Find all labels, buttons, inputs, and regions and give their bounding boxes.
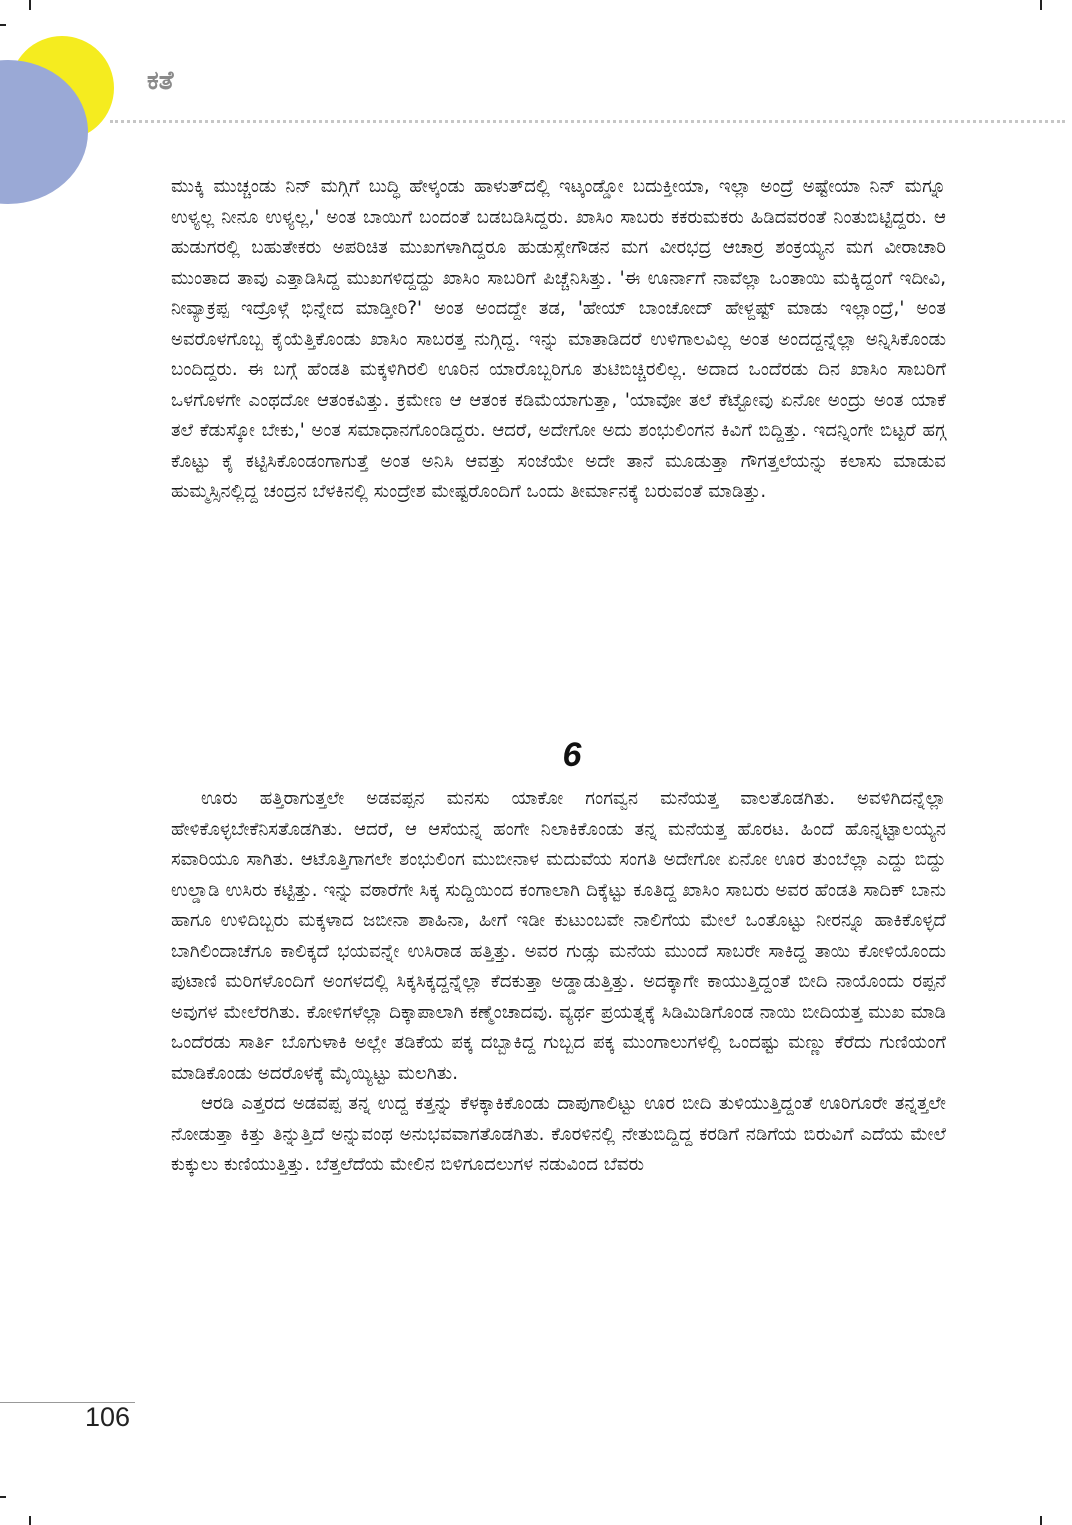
paragraph: ಮುಕ್ಕಿ ಮುಚ್ಚಂಡು ನಿನ್ ಮಗ್ಗಿಗೆ ಬುದ್ಧಿ ಹೇಳ್ಕಂಡು ಹಾಳುತ್‌ದಲ್ಲಿ ಇಟ್ಕಂಡ್ಡೋ ಬದುಕ್ತೀಯಾ, ಇಲ್ಲಾ ಅಂದ್ರೆ ಅಷ್ಟೇಯಾ ನಿನ್ ಮಗ್ನೂ ಉಳ್ಯಲ್ಲ ನೀನೂ ಉಳ್ಯಲ್ಲ,' ಅಂತ ಬಾಯಿಗೆ ಬಂದಂತೆ ಬಡಬಡಿಸಿದ್ದರು. ಖಾಸಿಂ ಸಾಬರು ಕಕರುಮಕರು ಹಿಡಿದವರಂತೆ ನಿಂತುಬಿಟ್ಟಿದ್ದರು. ಆ ಹುಡುಗರಲ್ಲಿ ಬಹುತೇಕರು ಅಪರಿಚಿತ ಮುಖಗಳಾಗಿದ್ದರೂ ಹುಡುಸ್ಲೇಗೌಡನ ಮಗ ವೀರಭದ್ರ ಆಚಾರ್ರ ಶಂಕ್ರಯ್ಯನ ಮಗ ವೀರಾಚಾರಿ ಮುಂತಾದ ತಾವು ಎತ್ತಾಡಿಸಿದ್ದ ಮುಖಗಳಿದ್ದದ್ದು ಖಾಸಿಂ ಸಾಬರಿಗೆ ಪಿಚ್ಚೆನಿಸಿತ್ತು. 'ಈ ಊರ್ನಾಗೆ ನಾವೆಲ್ಲಾ ಒಂತಾಯಿ ಮಕ್ಕಿದ್ದಂಗೆ ಇದೀವಿ, ನೀವ್ಯಾಕ್ರಪ್ಪ ಇದ್ರೊಳ್ಗೆ ಭಿನ್ನೇದ ಮಾಡ್ತೀರಿ?' ಅಂತ ಅಂದದ್ದೇ ತಡ, 'ಹೇಯ್ ಬಾಂಚೋದ್ ಹೇಳ್ದಷ್ಟ್ ಮಾಡು ಇಲ್ಲಾಂದ್ರೆ,' ಅಂತ ಅವರೊಳಗೊಬ್ಬ ಕೈಯೆತ್ತಿಕೊಂಡು ಖಾಸಿಂ ಸಾಬರತ್ತ ನುಗ್ಗಿದ್ದ. ಇನ್ನು ಮಾತಾಡಿದರೆ ಉಳಿಗಾಲವಿಲ್ಲ ಅಂತ ಅಂದದ್ದನ್ನೆಲ್ಲಾ ಅನ್ನಿಸಿಕೊಂಡು ಬಂದಿದ್ದರು. ಈ ಬಗ್ಗೆ ಹೆಂಡತಿ ಮಕ್ಕಳಿಗಿರಲಿ ಊರಿನ ಯಾರೊಬ್ಬರಿಗೂ ತುಟಿಬಿಚ್ಚಿರಲಿಲ್ಲ. ಅದಾದ ಒಂದೆರಡು ದಿನ ಖಾಸಿಂ ಸಾಬರಿಗೆ ಒಳಗೊಳಗೇ ಎಂಥದೋ ಆತಂಕವಿತ್ತು. ಕ್ರಮೇಣ ಆ ಆತಂಕ ಕಡಿಮೆಯಾಗುತ್ತಾ, 'ಯಾವೋ ತಲೆ ಕೆಟ್ಟೋವು ಏನೋ ಅಂದ್ರು ಅಂತ ಯಾಕೆ ತಲೆ ಕೆಡುಸ್ಕೋ ಬೇಕು,' ಅಂತ ಸಮಾಧಾನಗೊಂಡಿದ್ದರು. ಆದರೆ, ಅದೇಗೋ ಅದು ಶಂಭುಲಿಂಗನ ಕಿವಿಗೆ ಬಿದ್ದಿತ್ತು. ಇದನ್ನಿಂಗೇ ಬಿಟ್ಟರೆ ಹಗ್ಗ ಕೊಟ್ಟು ಕೈ ಕಟ್ಟಿಸಿಕೊಂಡಂಗಾಗುತ್ತೆ ಅಂತ ಅನಿಸಿ ಆವತ್ತು ಸಂಜೆಯೇ ಅದೇ ತಾನೆ ಮೂಡುತ್ತಾ ಗೌಗತ್ತಲೆಯನ್ನು ಕಲಾಸು ಮಾಡುವ ಹುಮ್ಮಸ್ಸಿನಲ್ಲಿದ್ದ ಚಂದ್ರನ ಬೆಳಕಿನಲ್ಲಿ ಸುಂದ್ರೇಶ ಮೇಷ್ಟರೊಂದಿಗೆ ಒಂದು ತೀರ್ಮಾನಕ್ಕೆ ಬರುವಂತೆ ಮಾಡಿತ್ತು. — [171, 176, 946, 502]
text-block-chapter — [171, 784, 946, 1181]
text-block-continued — [171, 172, 946, 508]
section-label: ಕತೆ — [147, 66, 174, 96]
decorative-circles — [0, 0, 180, 230]
crop-mark-top-right — [1040, 0, 1042, 10]
crop-mark-left-lower — [0, 1496, 6, 1498]
paragraph: ಆರಡಿ ಎತ್ತರದ ಅಡವಪ್ಪ ತನ್ನ ಉದ್ದ ಕತ್ತನ್ನು ಕೆಳಕ್ಕಾಕಿಕೊಂಡು ದಾಪುಗಾಲಿಟ್ಟು ಊರ ಬೀದಿ ತುಳಿಯುತ್ತಿದ್ದಂತೆ ಊರಿಗೂರೇ ತನ್ನತ್ತಲೇ ನೋಡುತ್ತಾ ಕಿತ್ತು ತಿನ್ನುತ್ತಿದೆ ಅನ್ನುವಂಥ ಅನುಭವವಾಗತೊಡಗಿತು. ಕೊರಳಿನಲ್ಲಿ ನೇತುಬಿದ್ದಿದ್ದ ಕರಡಿಗೆ ನಡಿಗೆಯ ಬಿರುವಿಗೆ ಎದೆಯ ಮೇಲೆ ಕುಕ್ಕುಲು ಕುಣಿಯುತ್ತಿತ್ತು. ಬೆತ್ತಲೆದೆಯ ಮೇಲಿನ ಬಿಳಿಗೂದಲುಗಳ ನಡುವಿಂದ ಬೆವರು — [171, 1093, 946, 1175]
chapter-number: 6 — [562, 736, 582, 774]
paragraph: ಊರು ಹತ್ತಿರಾಗುತ್ತಲೇ ಅಡವಪ್ಪನ ಮನಸು ಯಾಕೋ ಗಂಗವ್ವನ ಮನೆಯತ್ತ ವಾಲತೊಡಗಿತು. ಅವಳಿಗಿದನ್ನೆಲ್ಲಾ ಹೇಳಿಕೊಳ್ಳಬೇಕೆನಿಸತೊಡಗಿತು. ಆದರೆ, ಆ ಆಸೆಯನ್ನ ಹಂಗೇ ನಿಲಾಕಿಕೊಂಡು ತನ್ನ ಮನೆಯತ್ತ ಹೊರಟ. ಹಿಂದೆ ಹೊನ್ನಟ್ಟಾಲಯ್ಯನ ಸವಾರಿಯೂ ಸಾಗಿತು. ಆಟೊತ್ತಿಗಾಗಲೇ ಶಂಭುಲಿಂಗ ಮುಬೀನಾಳ ಮದುವೆಯ ಸಂಗತಿ ಅದೇಗೋ ಏನೋ ಊರ ತುಂಬೆಲ್ಲಾ ಎದ್ದು ಬಿದ್ದು ಉಲ್ಡಾಡಿ ಉಸಿರು ಕಟ್ಟಿತ್ತು. ಇನ್ನು ವಠಾರೆಗೇ ಸಿಕ್ಕ ಸುದ್ದಿಯಿಂದ ಕಂಗಾಲಾಗಿ ದಿಕ್ಕೆಟ್ಟು ಕೂತಿದ್ದ ಖಾಸಿಂ ಸಾಬರು ಅವರ ಹೆಂಡತಿ ಸಾದಿಕ್ ಬಾನು ಹಾಗೂ ಉಳಿದಿಬ್ಬರು ಮಕ್ಕಳಾದ ಜಬೀನಾ ಶಾಹಿನಾ, ಹೀಗೆ ಇಡೀ ಕುಟುಂಬವೇ ನಾಲಿಗೆಯ ಮೇಲೆ ಒಂತೊಟ್ಟು ನೀರನ್ನೂ ಹಾಕಿಕೊಳ್ಳದೆ ಬಾಗಿಲಿಂದಾಚೆಗೂ ಕಾಲಿಕ್ಕದೆ ಭಯವನ್ನೇ ಉಸಿರಾಡ ಹತ್ತಿತ್ತು. ಅವರ ಗುಡ್ಸು ಮನೆಯ ಮುಂದೆ ಸಾಬರೇ ಸಾಕಿದ್ದ ತಾಯಿ ಕೋಳಿಯೊಂದು ಪುಟಾಣಿ ಮರಿಗಳೊಂದಿಗೆ ಅಂಗಳದಲ್ಲಿ ಸಿಕ್ಕಸಿಕ್ಕದ್ದನ್ನೆಲ್ಲಾ ಕೆದಕುತ್ತಾ ಅಡ್ಡಾಡುತ್ತಿತ್ತು. ಅದಕ್ಕಾಗೇ ಕಾಯುತ್ತಿದ್ದಂತೆ ಬೀದಿ ನಾಯೊಂದು ರಪ್ಪನೆ ಅವುಗಳ ಮೇಲೆರಗಿತು. ಕೋಳಿಗಳೆಲ್ಲಾ ದಿಕ್ಕಾಪಾಲಾಗಿ ಕಣ್ಮೆಂಚಾದವು. ವ್ಯರ್ಥ ಪ್ರಯತ್ನಕ್ಕೆ ಸಿಡಿಮಿಡಿಗೊಂಡ ನಾಯಿ ಬೀದಿಯತ್ತ ಮುಖ ಮಾಡಿ ಒಂದೆರಡು ಸಾರ್ತಿ ಬೊಗುಳಾಕಿ ಅಲ್ಲೇ ತಡಿಕೆಯ ಪಕ್ಕ ದಬ್ಬಾಕಿದ್ದ ಗುಬ್ಬದ ಪಕ್ಕ ಮುಂಗಾಲುಗಳಲ್ಲಿ ಒಂದಷ್ಟು ಮಣ್ಣು ಕೆರೆದು ಗುಣಿಯಂಗೆ ಮಾಡಿಕೊಂಡು ಅದರೊಳಕ್ಕೆ ಮೈಯ್ಯಿಟ್ಟು ಮಲಗಿತು. — [171, 788, 946, 1084]
crop-mark-bottom-right — [1040, 1516, 1042, 1525]
header-dotted-rule — [110, 120, 1065, 123]
page-number: 106 — [85, 1402, 131, 1432]
crop-mark-bottom-left — [29, 1516, 31, 1525]
